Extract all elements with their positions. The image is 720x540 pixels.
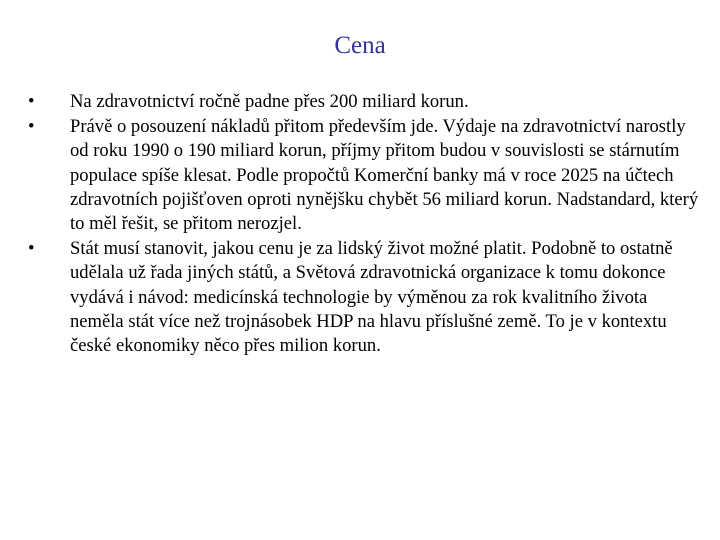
bullet-dot-icon: • xyxy=(28,91,35,112)
bullet-text: Právě o posouzení nákladů přitom především jde. Výdaje na zdravotnictví narostly od roku 1990 o 190 miliard korun, příjmy přitom budou v souvislosti se stárnutím populace spíše klesat. Podle propočtů Komerční banky má v roce 2025 na účtech zdravotních pojišťoven oproti nynějšku chybět 56 miliard korun. Nadstandard, který to měl řešit, se přitom nerozjel. xyxy=(70,116,699,235)
bullet-item xyxy=(28,90,700,114)
bullet-text: Stát musí stanovit, jakou cenu je za lidský život možné platit. Podobně to ostatně udělala už řada jiných států, a Světová zdravotnická organizace k tomu dokonce vydává i návod: medicínská technologie by výměnou za rok kvalitního života neměla stát více než trojnásobek HDP na hlavu příslušné země. To je v kontextu české ekonomiky něco přes milion korun. xyxy=(70,238,673,357)
slide-title: Cena xyxy=(334,32,386,59)
bullet-item xyxy=(28,115,700,236)
bullet-item xyxy=(28,237,700,358)
bullet-text: Na zdravotnictví ročně padne přes 200 miliard korun. xyxy=(70,91,469,112)
bullet-dot-icon: • xyxy=(28,238,35,260)
bullet-list xyxy=(28,90,700,358)
bullet-dot-icon: • xyxy=(28,116,35,138)
